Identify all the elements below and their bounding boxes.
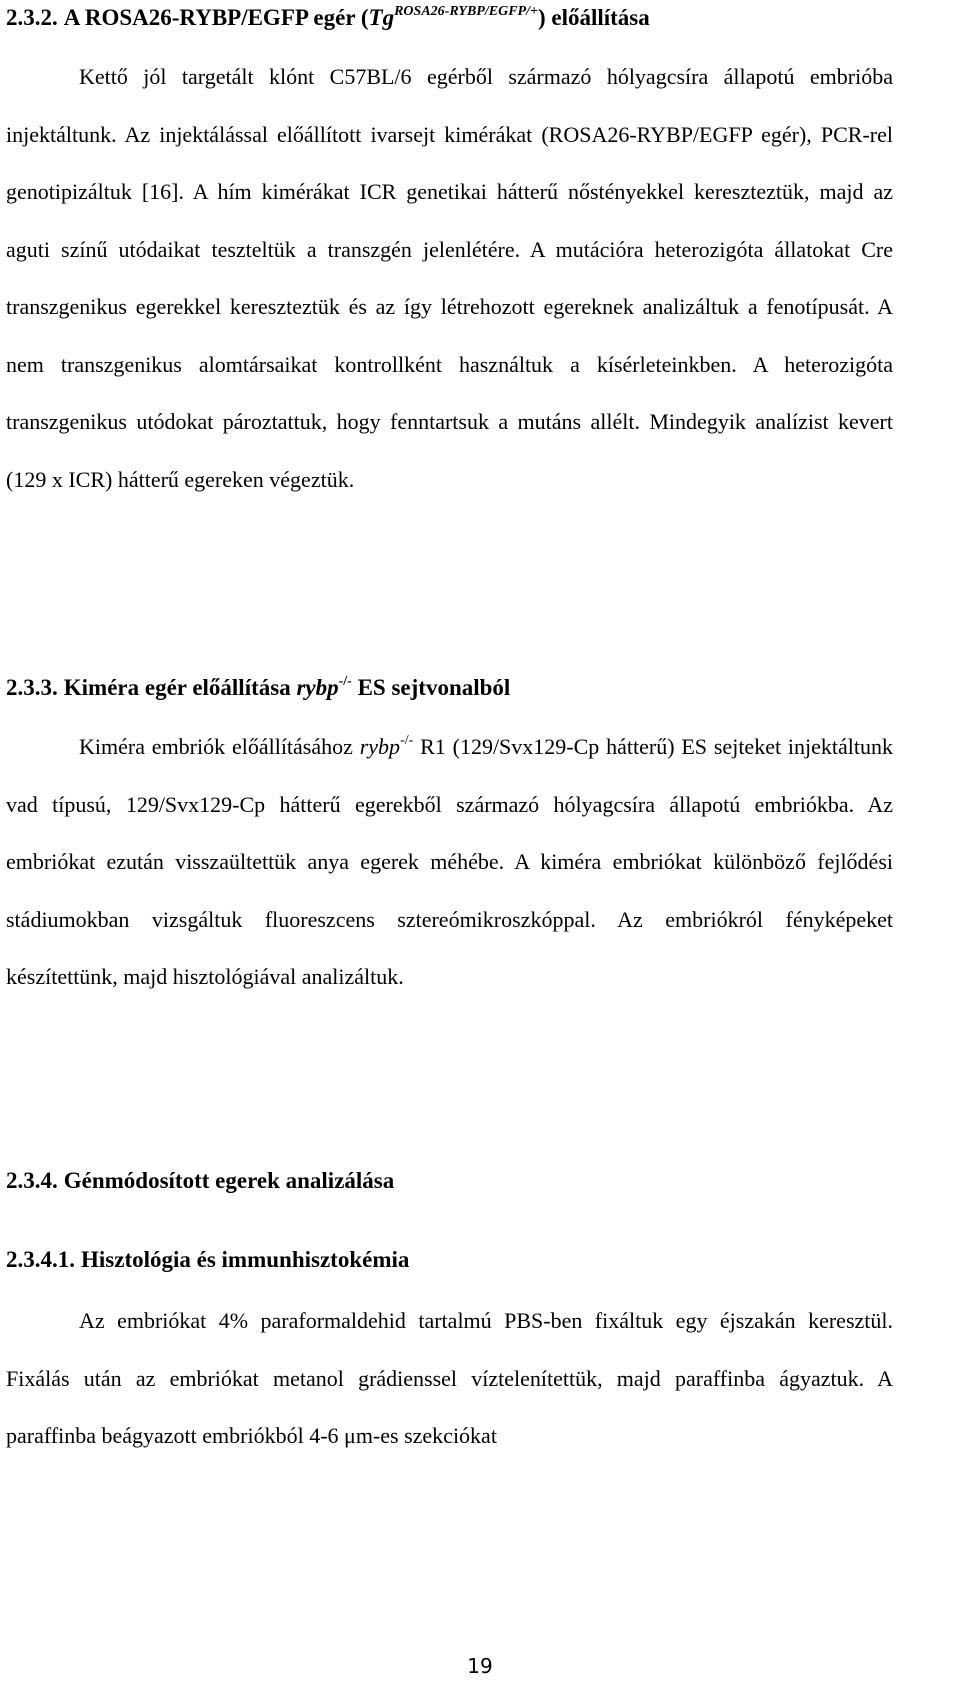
genotype-superscript: -/-: [400, 733, 414, 748]
section-heading-2-3-4-1: [6, 1246, 409, 1274]
heading-text: Kiméra egér előállítása: [63, 675, 297, 700]
heading-italic-text: Tg: [368, 5, 395, 30]
heading-italic-text: rybp: [296, 675, 339, 700]
page-number: 19: [467, 1654, 493, 1678]
paragraph-text: Kiméra embriók előállításához: [79, 734, 360, 759]
section-number: 2.3.2.: [6, 5, 58, 30]
section-heading-2-3-3: [6, 674, 510, 702]
heading-text-end: ES sejtvonalból: [351, 675, 511, 700]
heading-text: Hisztológia és immunhisztokémia: [81, 1247, 410, 1272]
paragraph-2-3-3: [6, 718, 893, 1006]
paragraph-2-3-4-1: Az embriókat 4% paraformaldehid tartalmú PBS-ben fixáltuk egy éjszakán keresztül. Fixálás után az embriókat metanol grádienssel víztelenítettük, majd paraffinba ágyaztuk. A paraffinba beágyazott embriókból 4-6 μm-es szekciókat: [6, 1308, 893, 1448]
heading-superscript: -/-: [338, 674, 352, 689]
heading-text: A ROSA26-RYBP/EGFP egér (: [63, 5, 369, 30]
paragraph-2-3-2: Kettő jól targetált klónt C57BL/6 egérből származó hólyagcsíra állapotú embrióba injektáltunk. Az injektálással előállított ivarsejt kimérákat (ROSA26-RYBP/EGFP egér), PCR-rel genotipizáltuk [16]. A hím kimérákat ICR genetikai hátterű nőstényekkel kereszteztük, majd az aguti színű utódaikat teszteltük a transzgén jelenlétére. A mutációra heterozigóta állatokat Cre transzgenikus egerekkel kereszteztük és az így létrehozott egereknek analizáltuk a fenotípusát. A nem transzgenikus alomtársaikat kontrollként használtuk a kísérleteinkben. A heterozigóta transzgenikus utódokat pároztattuk, hogy fenntartsuk a mutáns allélt. Mindegyik analízist kevert (129 x ICR) hátterű egereken végeztük.: [6, 64, 893, 492]
section-number: 2.3.4.: [6, 1168, 58, 1193]
section-number: 2.3.4.1.: [6, 1247, 75, 1272]
section-heading-2-3-4: [6, 1167, 394, 1195]
section-heading-2-3-2: [6, 4, 650, 32]
section-number: 2.3.3.: [6, 675, 58, 700]
paragraph-text-end: R1 (129/Svx129-Cp hátterű) ES sejteket injektáltunk vad típusú, 129/Svx129-Cp hátterű egerekből származó hólyagcsíra állapotú embriókba. Az embriókat ezután visszaültettük anya egerek méhébe. A kiméra embriókat különböző fejlődési stádiumokban vizsgáltuk fluoreszcens sztereómikroszkóppal. Az embriókról fényképeket készítettünk, majd hisztológiával analizáltuk.: [6, 734, 893, 989]
heading-superscript: ROSA26-RYBP/EGFP/+: [394, 4, 538, 19]
heading-text-end: ) előállítása: [537, 5, 650, 30]
gene-name-italic: rybp: [359, 734, 401, 759]
heading-text: Génmódosított egerek analizálása: [63, 1168, 395, 1193]
